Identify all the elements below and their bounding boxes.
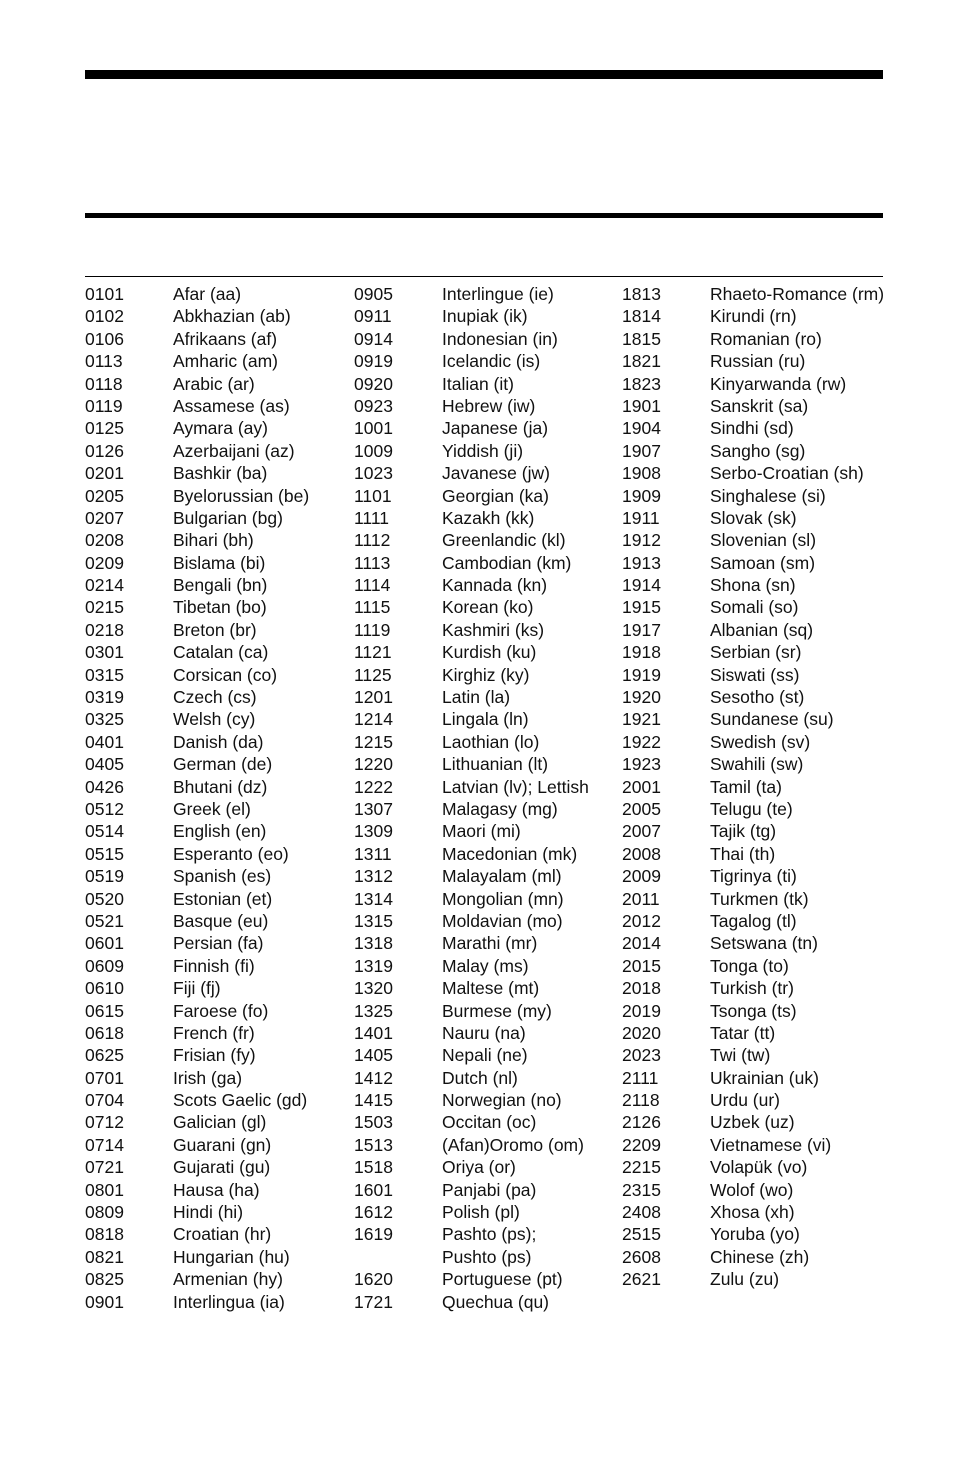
language-name: Afrikaans (af) — [173, 328, 278, 349]
language-name: Chinese (zh) — [710, 1246, 810, 1267]
language-name: Tonga (to) — [710, 955, 789, 976]
language-name: Bihari (bh) — [173, 530, 254, 551]
language-name: Swahili (sw) — [710, 754, 804, 775]
language-code: 1907 — [622, 440, 661, 461]
language-name: Samoan (sm) — [710, 552, 816, 573]
language-code: 0405 — [85, 754, 124, 775]
language-name: Korean (ko) — [442, 597, 534, 618]
top-thick-rule — [85, 70, 883, 79]
language-name: Nauru (na) — [442, 1022, 526, 1043]
language-name: Laothian (lo) — [442, 731, 540, 752]
language-code: 1112 — [354, 530, 391, 551]
language-code: 0401 — [85, 731, 124, 752]
language-name: Swedish (sv) — [710, 731, 811, 752]
language-name: Arabic (ar) — [173, 373, 255, 394]
language-name: Croatian (hr) — [173, 1224, 272, 1245]
language-name: Byelorussian (be) — [173, 485, 310, 506]
language-code: 1405 — [354, 1045, 393, 1066]
language-code: 0301 — [85, 642, 124, 663]
language-code: 1125 — [354, 664, 392, 685]
language-code: 1518 — [354, 1157, 393, 1178]
language-code: 0426 — [85, 776, 124, 797]
language-code: 0923 — [354, 395, 393, 416]
table-top-rule — [85, 276, 883, 277]
language-code: 1115 — [354, 597, 391, 618]
language-code: 1920 — [622, 687, 661, 708]
language-name: Thai (th) — [710, 843, 776, 864]
language-code: 0208 — [85, 530, 124, 551]
language-name: Bengali (bn) — [173, 575, 268, 596]
language-name: Telugu (te) — [710, 798, 793, 819]
language-name: Marathi (mr) — [442, 933, 538, 954]
language-name: Esperanto (eo) — [173, 843, 289, 864]
language-code: 0821 — [85, 1246, 124, 1267]
language-code: 1318 — [354, 933, 393, 954]
language-name: Basque (eu) — [173, 910, 269, 931]
language-code: 1412 — [354, 1067, 393, 1088]
language-name: Armenian (hy) — [173, 1269, 283, 1290]
language-code: 2111 — [622, 1067, 659, 1088]
language-code: 0319 — [85, 687, 124, 708]
language-code: 1911 — [622, 507, 660, 528]
language-name: Bhutani (dz) — [173, 776, 268, 797]
language-name: Aymara (ay) — [173, 418, 268, 439]
language-code: 2608 — [622, 1246, 661, 1267]
language-code: 2621 — [622, 1269, 661, 1290]
language-code: 1821 — [622, 351, 661, 372]
language-name: Lithuanian (lt) — [442, 754, 549, 775]
language-code: 1215 — [354, 731, 393, 752]
language-code: 2215 — [622, 1157, 661, 1178]
language-code: 1915 — [622, 597, 661, 618]
language-name: Setswana (tn) — [710, 933, 818, 954]
language-code: 1415 — [354, 1090, 393, 1111]
language-name: Zulu (zu) — [710, 1269, 780, 1290]
language-code: 0905 — [354, 284, 393, 304]
language-name: Kirghiz (ky) — [442, 664, 530, 685]
language-code: 0701 — [85, 1067, 124, 1088]
language-code: 0126 — [85, 440, 124, 461]
language-name: Frisian (fy) — [173, 1045, 256, 1066]
language-name: Tagalog (tl) — [710, 910, 797, 931]
language-code: 1023 — [354, 463, 393, 484]
language-code: 1101 — [354, 485, 392, 506]
language-name: English (en) — [173, 821, 267, 842]
language-name: Interlingua (ia) — [173, 1291, 285, 1312]
language-name: Scots Gaelic (gd) — [173, 1090, 308, 1111]
language-code: 0901 — [85, 1291, 124, 1312]
language-name: Burmese (my) — [442, 1000, 552, 1021]
language-code: 1307 — [354, 798, 393, 819]
language-name: Interlingue (ie) — [442, 284, 554, 304]
language-code: 0215 — [85, 597, 124, 618]
language-code: 1601 — [354, 1179, 393, 1200]
language-name: Occitan (oc) — [442, 1112, 537, 1133]
language-name: Gujarati (gu) — [173, 1157, 271, 1178]
language-code: 1917 — [622, 619, 661, 640]
language-name: Greek (el) — [173, 798, 251, 819]
language-name: Kinyarwanda (rw) — [710, 373, 847, 394]
language-name: Russian (ru) — [710, 351, 806, 372]
language-name: Somali (so) — [710, 597, 799, 618]
language-code: 2023 — [622, 1045, 661, 1066]
language-name: Albanian (sq) — [710, 619, 814, 640]
language-name: Finnish (fi) — [173, 955, 255, 976]
language-code: 1111 — [354, 507, 390, 528]
language-code: 0325 — [85, 709, 124, 730]
language-code: 1319 — [354, 955, 393, 976]
language-name: Sangho (sg) — [710, 440, 806, 461]
language-code: 0515 — [85, 843, 124, 864]
language-code: 0512 — [85, 798, 124, 819]
language-name: Estonian (et) — [173, 888, 273, 909]
language-name: Moldavian (mo) — [442, 910, 563, 931]
language-name: Kirundi (rn) — [710, 306, 797, 327]
language-code: 2126 — [622, 1112, 661, 1133]
language-code: 0101 — [85, 284, 124, 304]
language-code: 1214 — [354, 709, 393, 730]
language-code: 1222 — [354, 776, 393, 797]
language-code: 2315 — [622, 1179, 661, 1200]
language-name: Pashto (ps); — [442, 1224, 537, 1245]
language-code: 1315 — [354, 910, 393, 931]
language-code: 0519 — [85, 866, 124, 887]
language-name: Faroese (fo) — [173, 1000, 269, 1021]
language-name: Galician (gl) — [173, 1112, 267, 1133]
language-name: Turkish (tr) — [710, 978, 794, 999]
language-name: Hausa (ha) — [173, 1179, 260, 1200]
language-name: Portuguese (pt) — [442, 1269, 563, 1290]
language-code: 1325 — [354, 1000, 393, 1021]
language-code: 0609 — [85, 955, 124, 976]
language-name: Kazakh (kk) — [442, 507, 535, 528]
language-name: Kurdish (ku) — [442, 642, 537, 663]
language-code: 0625 — [85, 1045, 124, 1066]
language-code: 2001 — [622, 776, 661, 797]
language-name: Maltese (mt) — [442, 978, 540, 999]
language-code: 0125 — [85, 418, 124, 439]
language-name: Inupiak (ik) — [442, 306, 528, 327]
language-name: Singhalese (si) — [710, 485, 826, 506]
language-code: 2015 — [622, 955, 661, 976]
language-code: 2020 — [622, 1022, 661, 1043]
language-code: 0209 — [85, 552, 124, 573]
language-code: 0601 — [85, 933, 124, 954]
language-code: 2209 — [622, 1134, 661, 1155]
language-code: 1901 — [622, 395, 661, 416]
language-code: 0712 — [85, 1112, 124, 1133]
language-code: 0920 — [354, 373, 393, 394]
language-code: 1009 — [354, 440, 393, 461]
language-name: Greenlandic (kl) — [442, 530, 566, 551]
language-code: 0521 — [85, 910, 124, 931]
language-name: Pushto (ps) — [442, 1246, 532, 1267]
language-name: Tatar (tt) — [710, 1022, 776, 1043]
language-name: Bulgarian (bg) — [173, 507, 283, 528]
language-name: Urdu (ur) — [710, 1090, 781, 1111]
language-name: Czech (cs) — [173, 687, 257, 708]
language-name: (Afan)Oromo (om) — [442, 1134, 584, 1155]
language-code: 2012 — [622, 910, 661, 931]
language-code: 0911 — [354, 306, 392, 327]
language-code: 1815 — [622, 328, 661, 349]
language-code: 1921 — [622, 709, 661, 730]
language-name: French (fr) — [173, 1022, 255, 1043]
language-name: Kannada (kn) — [442, 575, 548, 596]
language-code: 0113 — [85, 351, 123, 372]
language-code: 1114 — [354, 575, 391, 596]
language-code: 1904 — [622, 418, 661, 439]
language-code: 1311 — [354, 843, 392, 864]
language-name: Italian (it) — [442, 373, 514, 394]
language-code: 1119 — [354, 619, 391, 640]
language-name: Turkmen (tk) — [710, 888, 809, 909]
language-name: Oriya (or) — [442, 1157, 516, 1178]
language-name: Malayalam (ml) — [442, 866, 562, 887]
language-name: Serbian (sr) — [710, 642, 802, 663]
language-name: Tibetan (bo) — [173, 597, 267, 618]
language-name: Panjabi (pa) — [442, 1179, 537, 1200]
language-code: 0214 — [85, 575, 124, 596]
language-code: 0721 — [85, 1157, 124, 1178]
language-name: Georgian (ka) — [442, 485, 549, 506]
language-name: Tajik (tg) — [710, 821, 777, 842]
language-name: Yoruba (yo) — [710, 1224, 800, 1245]
language-name: Breton (br) — [173, 619, 257, 640]
language-code: 1220 — [354, 754, 393, 775]
language-code: 1918 — [622, 642, 661, 663]
language-code: 0618 — [85, 1022, 124, 1043]
language-name: Sesotho (st) — [710, 687, 805, 708]
language-name: Twi (tw) — [710, 1045, 771, 1066]
language-name: Yiddish (ji) — [442, 440, 524, 461]
language-code: 2009 — [622, 866, 661, 887]
language-name: Dutch (nl) — [442, 1067, 518, 1088]
language-code: 1909 — [622, 485, 661, 506]
language-code: 1814 — [622, 306, 661, 327]
language-name: Fiji (fj) — [173, 978, 221, 999]
language-name: Amharic (am) — [173, 351, 279, 372]
language-name: Afar (aa) — [173, 284, 242, 304]
language-code: 1912 — [622, 530, 661, 551]
language-code: 2014 — [622, 933, 661, 954]
language-code: 0610 — [85, 978, 124, 999]
language-name: Polish (pl) — [442, 1202, 520, 1223]
language-name: Mongolian (mn) — [442, 888, 564, 909]
language-name: Maori (mi) — [442, 821, 521, 842]
language-code: 1312 — [354, 866, 393, 887]
language-name: Javanese (jw) — [442, 463, 550, 484]
language-name: Quechua (qu) — [442, 1291, 550, 1312]
language-code: 1813 — [622, 284, 661, 304]
language-code: 1923 — [622, 754, 661, 775]
language-code: 0615 — [85, 1000, 124, 1021]
language-code: 1513 — [354, 1134, 393, 1155]
language-code: 0825 — [85, 1269, 124, 1290]
language-code: 1721 — [354, 1291, 393, 1312]
language-code: 2005 — [622, 798, 661, 819]
language-name: Volapük (vo) — [710, 1157, 808, 1178]
language-code: 2019 — [622, 1000, 661, 1021]
language-code: 1320 — [354, 978, 393, 999]
language-name: Macedonian (mk) — [442, 843, 578, 864]
language-code: 0914 — [354, 328, 393, 349]
language-code: 1914 — [622, 575, 661, 596]
language-name: Hungarian (hu) — [173, 1246, 290, 1267]
language-code: 2007 — [622, 821, 661, 842]
language-name: Sanskrit (sa) — [710, 395, 809, 416]
language-code: 0520 — [85, 888, 124, 909]
language-name: Welsh (cy) — [173, 709, 256, 730]
language-code: 0201 — [85, 463, 124, 484]
language-name: Rhaeto-Romance (rm) — [710, 284, 885, 304]
language-name: Tsonga (ts) — [710, 1000, 797, 1021]
language-name: Uzbek (uz) — [710, 1112, 795, 1133]
language-name: Cambodian (km) — [442, 552, 572, 573]
language-code: 0106 — [85, 328, 124, 349]
language-name: Spanish (es) — [173, 866, 272, 887]
language-code: 0818 — [85, 1224, 124, 1245]
language-code: 1503 — [354, 1112, 393, 1133]
language-code: 0514 — [85, 821, 124, 842]
language-code: 2008 — [622, 843, 661, 864]
header-bottom-rule — [85, 213, 883, 218]
language-name: Kashmiri (ks) — [442, 619, 545, 640]
language-name: Tamil (ta) — [710, 776, 782, 797]
language-name: Indonesian (in) — [442, 328, 558, 349]
language-code: 0801 — [85, 1179, 124, 1200]
language-name: Icelandic (is) — [442, 351, 541, 372]
language-code: 1919 — [622, 664, 661, 685]
language-code: 2018 — [622, 978, 661, 999]
language-name: Slovenian (sl) — [710, 530, 817, 551]
language-code: 1908 — [622, 463, 661, 484]
language-name: Ukrainian (uk) — [710, 1067, 819, 1088]
language-name: Malagasy (mg) — [442, 798, 558, 819]
language-name: Tigrinya (ti) — [710, 866, 797, 887]
language-name: Malay (ms) — [442, 955, 529, 976]
language-code: 2515 — [622, 1224, 661, 1245]
language-code: 1314 — [354, 888, 393, 909]
language-name: Bislama (bi) — [173, 552, 266, 573]
language-code: 2011 — [622, 888, 660, 909]
language-code: 1001 — [354, 418, 393, 439]
language-code: 1922 — [622, 731, 661, 752]
language-code: 1201 — [354, 687, 393, 708]
language-code: 1619 — [354, 1224, 393, 1245]
language-name: Vietnamese (vi) — [710, 1134, 832, 1155]
language-name: Slovak (sk) — [710, 507, 797, 528]
language-name: Hindi (hi) — [173, 1202, 244, 1223]
language-name: Norwegian (no) — [442, 1090, 562, 1111]
language-code: 1401 — [354, 1022, 393, 1043]
language-name: Bashkir (ba) — [173, 463, 268, 484]
language-code: 1309 — [354, 821, 393, 842]
language-code: 0809 — [85, 1202, 124, 1223]
language-code: 0102 — [85, 306, 124, 327]
language-name: Sundanese (su) — [710, 709, 834, 730]
language-name: Corsican (co) — [173, 664, 278, 685]
language-code: 2408 — [622, 1202, 661, 1223]
language-code: 0714 — [85, 1134, 124, 1155]
language-code: 1612 — [354, 1202, 393, 1223]
language-name: Shona (sn) — [710, 575, 796, 596]
language-name: Assamese (as) — [173, 395, 290, 416]
language-code: 0118 — [85, 373, 123, 394]
language-code: 0207 — [85, 507, 124, 528]
language-code: 0919 — [354, 351, 393, 372]
language-name: Wolof (wo) — [710, 1179, 794, 1200]
language-code: 0218 — [85, 619, 124, 640]
language-name: Xhosa (xh) — [710, 1202, 795, 1223]
language-name: Catalan (ca) — [173, 642, 269, 663]
language-name: Abkhazian (ab) — [173, 306, 291, 327]
language-code: 0119 — [85, 395, 123, 416]
language-name: Azerbaijani (az) — [173, 440, 295, 461]
language-name: Sindhi (sd) — [710, 418, 794, 439]
language-code: 1823 — [622, 373, 661, 394]
language-code: 0205 — [85, 485, 124, 506]
language-name: Serbo-Croatian (sh) — [710, 463, 864, 484]
language-name: Latin (la) — [442, 687, 511, 708]
language-name: Romanian (ro) — [710, 328, 822, 349]
language-name: Guarani (gn) — [173, 1134, 272, 1155]
language-code: 1113 — [354, 552, 391, 573]
language-code: 1620 — [354, 1269, 393, 1290]
language-name: Japanese (ja) — [442, 418, 549, 439]
language-code: 0704 — [85, 1090, 124, 1111]
language-name: German (de) — [173, 754, 273, 775]
language-code: 1121 — [354, 642, 392, 663]
language-name: Siswati (ss) — [710, 664, 800, 685]
language-name: Hebrew (iw) — [442, 395, 536, 416]
language-name: Nepali (ne) — [442, 1045, 528, 1066]
language-code: 0315 — [85, 664, 124, 685]
language-name: Danish (da) — [173, 731, 264, 752]
language-name: Irish (ga) — [173, 1067, 243, 1088]
language-name: Persian (fa) — [173, 933, 264, 954]
language-name: Lingala (ln) — [442, 709, 529, 730]
language-code: 2118 — [622, 1090, 660, 1111]
language-name: Latvian (lv); Lettish — [442, 776, 589, 797]
language-code: 1913 — [622, 552, 661, 573]
